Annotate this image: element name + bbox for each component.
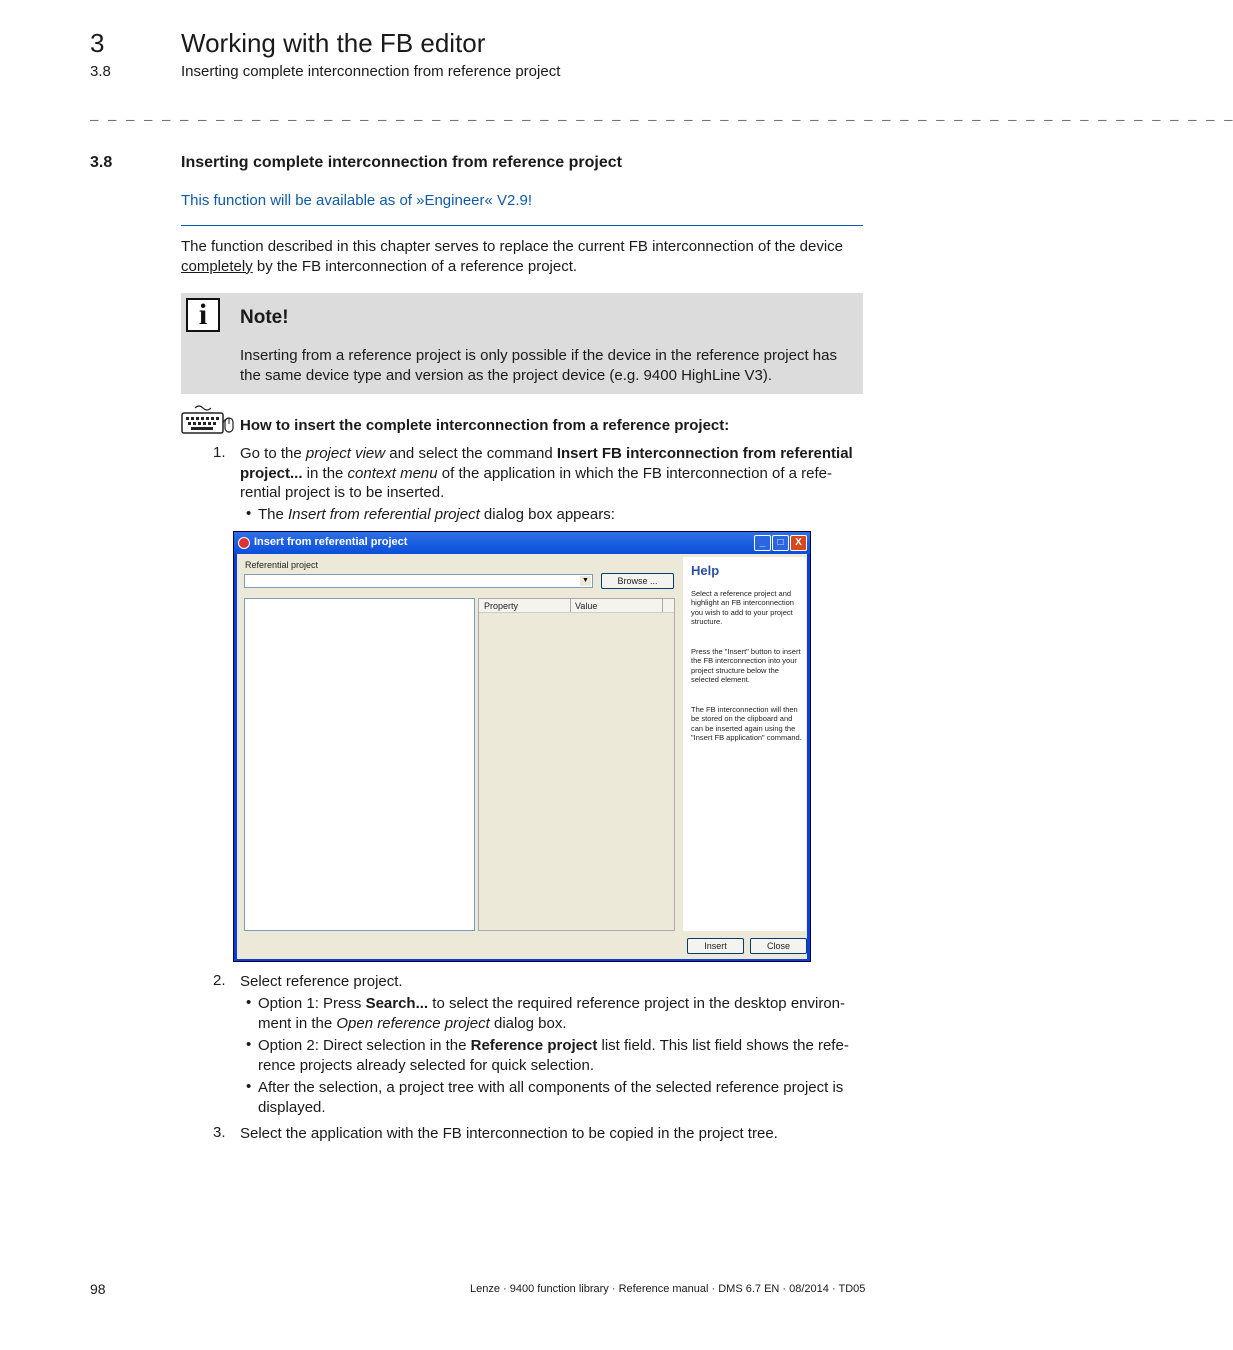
chapter-title: Working with the FB editor	[181, 28, 486, 58]
property-grid	[478, 598, 675, 931]
bullet-icon: •	[246, 1078, 252, 1095]
section-title: Inserting complete interconnection from reference project	[181, 154, 622, 171]
step-2-option-2: Option 2: Direct selection in the Reference project list field. This list field shows the refe-rence projects already selected for quick selection.	[258, 1037, 849, 1074]
help-paragraph: Press the "Insert" button to insert the FB interconnection into your project structure below the selected element.	[691, 647, 801, 685]
property-grid-header	[479, 599, 674, 613]
close-button[interactable]: Close	[750, 938, 807, 954]
app-icon	[238, 537, 250, 549]
insert-dialog	[233, 531, 811, 962]
close-window-button[interactable]: X	[790, 535, 807, 551]
availability-notice: This function will be available as of »Engineer« V2.9!	[181, 192, 533, 209]
step-number: 2.	[213, 972, 226, 989]
header-section-title: Inserting complete interconnection from reference project	[181, 63, 561, 80]
availability-rule	[181, 225, 863, 226]
help-title: Help	[691, 563, 720, 578]
dialog-body	[237, 554, 807, 959]
step-2-text: Select reference project.	[240, 973, 403, 990]
maximize-button[interactable]: □	[772, 535, 789, 551]
column-property: Property	[484, 601, 519, 611]
step-1-text: Go to the project view and select the command Insert FB interconnection from referential project... in the context menu of the application in which the FB interconnection of a refe-rential project is to be inserted.	[240, 445, 853, 501]
column-value: Value	[575, 601, 598, 611]
note-text: Inserting from a reference project is only possible if the device in the reference project has the same device type and version as the project device (e.g. 9400 HighLine V3).	[240, 347, 837, 384]
insert-button[interactable]: Insert	[687, 938, 744, 954]
info-icon: i	[186, 298, 220, 332]
minimize-button[interactable]: _	[754, 535, 771, 551]
referential-project-label: Referential project	[245, 560, 319, 570]
dialog-title-bar[interactable]	[234, 532, 810, 554]
step-2-after-selection: After the selection, a project tree with all components of the selected reference project is displayed.	[258, 1079, 844, 1116]
bullet-icon: •	[246, 994, 252, 1011]
step-number: 3.	[213, 1124, 226, 1141]
chapter-number: 3	[90, 28, 105, 58]
bullet-icon: •	[246, 505, 252, 522]
browse-button[interactable]: Browse ...	[601, 573, 674, 589]
project-tree[interactable]	[244, 598, 475, 931]
page-number: 98	[90, 1281, 106, 1297]
intro-paragraph: The function described in this chapter serves to replace the current FB interconnection of the device completely by the FB interconnection of a reference project.	[181, 238, 844, 275]
chevron-down-icon[interactable]: ▼	[580, 576, 591, 586]
section-number: 3.8	[90, 154, 113, 171]
header-section-number: 3.8	[90, 63, 111, 80]
column-divider[interactable]	[662, 599, 663, 612]
note-title: Note!	[240, 307, 289, 328]
header-separator: _ _ _ _ _ _ _ _ _ _ _ _ _ _ _ _ _ _ _ _ _ _ _ _ _ _ _ _ _ _ _ _ _ _ _ _ _ _ _ _ _ _ _ _ _ _ _ _ _ _ _ _ _ _ _ _ _ _ _ _ _ _ _ _	[90, 108, 1233, 124]
intro-underlined: completely	[181, 257, 253, 275]
step-number: 1.	[213, 444, 226, 461]
step-3-text: Select the application with the FB interconnection to be copied in the project tree.	[240, 1125, 778, 1142]
dialog-title: Insert from referential project	[254, 536, 408, 548]
howto-heading: How to insert the complete interconnection from a reference project:	[240, 417, 730, 434]
help-pane	[683, 557, 806, 931]
help-paragraph: Select a reference project and highlight an FB interconnection you wish to add to your project structure.	[691, 589, 794, 627]
help-paragraph: The FB interconnection will then be stored on the clipboard and can be inserted again using the "Insert FB application" command.	[691, 705, 802, 743]
bullet-icon: •	[246, 1036, 252, 1053]
keyboard-mouse-icon	[181, 404, 235, 436]
step-1-bullet: The Insert from referential project dialog box appears:	[258, 506, 615, 523]
footer-doc-info: Lenze · 9400 function library · Reference manual · DMS 6.7 EN · 08/2014 · TD05	[470, 1283, 866, 1295]
referential-project-combo[interactable]	[244, 574, 593, 588]
column-divider[interactable]	[570, 599, 571, 612]
step-2-option-1: Option 1: Press Search... to select the required reference project in the desktop environ-ment in the Open reference project dialog box.	[258, 995, 846, 1032]
